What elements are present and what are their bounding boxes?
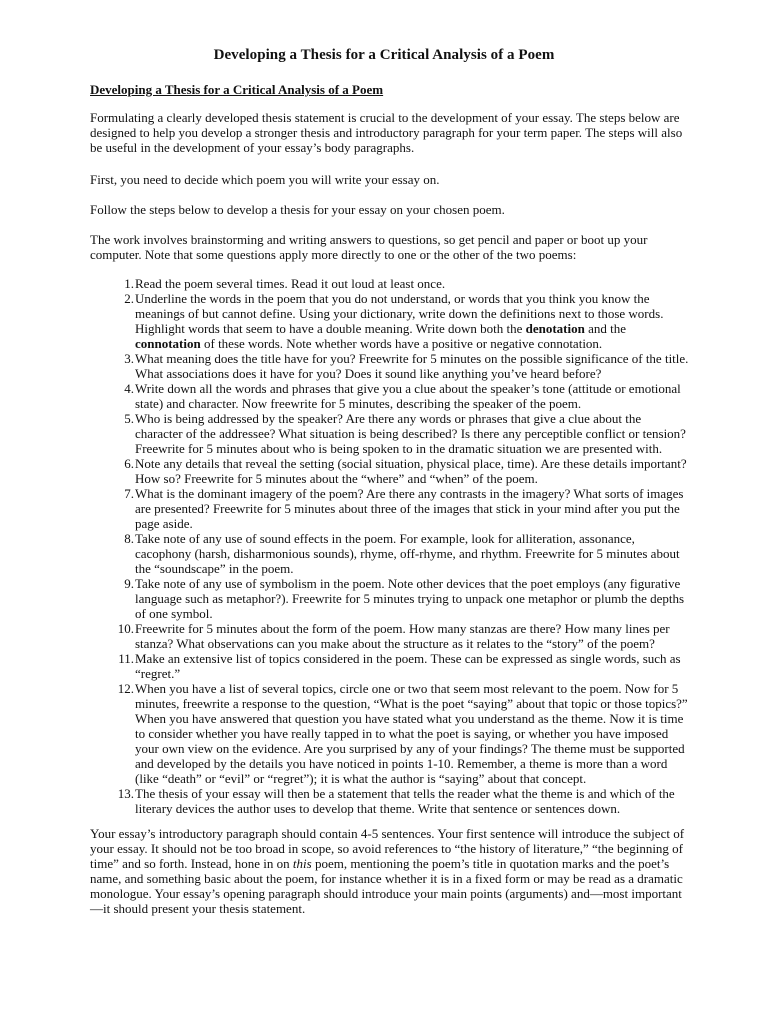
step-text: Freewrite for 5 minutes about the form of the poem. How many stanzas are there? How many lines per stanza? What observations can you make about the structure as it relates to the “story” of the poem? bbox=[135, 621, 670, 651]
step-item bbox=[90, 786, 690, 816]
document-title: Developing a Thesis for a Critical Analysis of a Poem bbox=[213, 47, 555, 63]
step-item bbox=[90, 621, 690, 651]
step-number: 1. bbox=[124, 276, 134, 291]
step-text: Take note of any use of symbolism in the poem. Note other devices that the poet employs (any figurative language such as metaphor?). Freewrite for 5 minutes trying to unpack one metaphor or plumb the depths of one symbol. bbox=[135, 576, 685, 621]
closing-text-part: poem, mentioning the poem’s title in quotation marks and the poet’s name, and something basic about the poem, for instance whether it is in a fixed form or may be read as a dramatic monologue. Your essay’s opening paragraph should introduce your main points (arguments) and—most important—it should present your thesis statement. bbox=[90, 856, 683, 916]
step-text: Read the poem several times. Read it out loud at least once. bbox=[135, 276, 446, 291]
step-text: Take note of any use of sound effects in the poem. For example, look for alliteration, assonance, cacophony (harsh, disharmonious sounds), rhyme, off-rhyme, and rhythm. Freewrite for 5 minutes about the “soundscape” in the poem. bbox=[135, 531, 680, 576]
step-number: 13. bbox=[117, 786, 134, 801]
step-text: Write down all the words and phrases that give you a clue about the speaker’s tone (attitude or emotional state) and character. Now freewrite for 5 minutes, describing the speaker of the poem. bbox=[135, 381, 681, 411]
step-text: When you have a list of several topics, circle one or two that seem most relevant to the poem. Now for 5 minutes, freewrite a response to the question, “What is the poet “saying” about that topic or those topics?” When you have answered that question you have stated what you understand as the theme. Now it is time to consider whether you have really tapped in to what the poet is saying, or whether you have imposed your own view on the evidence. Are you surprised by any of your findings? The theme must be supported and developed by the details you have noticed in points 1-10. Remember, a theme is more than a word (like “death” or “evil” or “regret”); it is what the author is “saying” about that concept. bbox=[135, 681, 688, 786]
work-paragraph: The work involves brainstorming and writing answers to questions, so get pencil and paper or boot up your computer. Note that some questions apply more directly to one or the other of the two poems: bbox=[90, 232, 648, 262]
step-text: The thesis of your essay will then be a statement that tells the reader what the theme is and which of the literary devices the author uses to develop that theme. Write that sentence or sentences down. bbox=[135, 786, 675, 816]
step-item bbox=[90, 411, 690, 456]
step-item bbox=[90, 291, 690, 351]
step-text-part: and the bbox=[584, 321, 626, 336]
step-text: Note any details that reveal the setting (social situation, physical place, time). Are these details important? How so? Freewrite for 5 minutes about the “where” and “when” of the poem. bbox=[135, 456, 687, 486]
step-text: What meaning does the title have for you? Freewrite for 5 minutes on the possible significance of the title. What associations does it have for you? Does it sound like anything you’ve heard before? bbox=[135, 351, 689, 381]
step-text-part: of these words. Note whether words have a positive or negative connotation. bbox=[200, 336, 603, 351]
closing-paragraph bbox=[90, 826, 690, 916]
step-item bbox=[90, 381, 690, 411]
step-number: 4. bbox=[124, 381, 134, 396]
step-text: What is the dominant imagery of the poem? Are there any contrasts in the imagery? What sorts of images are presented? Freewrite for 5 minutes about three of the images that stick in your mind after you put the page aside. bbox=[135, 486, 684, 531]
step-item bbox=[90, 456, 690, 486]
step-number: 3. bbox=[124, 351, 134, 366]
follow-steps-paragraph: Follow the steps below to develop a thesis for your essay on your chosen poem. bbox=[90, 202, 505, 217]
step-number: 7. bbox=[124, 486, 134, 501]
step-item bbox=[90, 276, 690, 291]
step-number: 10. bbox=[117, 621, 134, 636]
emphasis-word: this bbox=[292, 856, 312, 871]
step-item bbox=[90, 531, 690, 576]
section-heading: Developing a Thesis for a Critical Analysis of a Poem bbox=[90, 82, 384, 97]
step-item bbox=[90, 351, 690, 381]
denotation-term: denotation bbox=[525, 321, 585, 336]
intro-paragraph: Formulating a clearly developed thesis statement is crucial to the development of your essay. The steps below are designed to help you develop a stronger thesis and introductory paragraph for your term paper. The steps will also be useful in the development of your essay’s body paragraphs. bbox=[90, 110, 683, 155]
step-number: 2. bbox=[124, 291, 134, 306]
closing-text-part: Your essay’s introductory paragraph should contain 4-5 sentences. Your first sentence will introduce the subject of your essay. It should not be too broad in scope, so avoid references to “the history of literature,” “the beginning of time” and so forth. Instead, hone in on bbox=[90, 826, 685, 871]
step-number: 9. bbox=[124, 576, 134, 591]
choose-poem-paragraph: First, you need to decide which poem you will write your essay on. bbox=[90, 172, 440, 187]
step-text-part: Underline the words in the poem that you do not understand, or words that you think you know the meanings of but cannot define. Using your dictionary, write down the definitions next to those words. Highlight words that seem to have a double meaning. Write down both the bbox=[135, 291, 664, 336]
step-item bbox=[90, 651, 690, 681]
connotation-term: connotation bbox=[135, 336, 201, 351]
step-number: 5. bbox=[124, 411, 134, 426]
step-number: 12. bbox=[117, 681, 134, 696]
step-number: 11. bbox=[118, 651, 134, 666]
step-item bbox=[90, 681, 690, 786]
step-text: Make an extensive list of topics considered in the poem. These can be expressed as single words, such as “regret.” bbox=[135, 651, 681, 681]
step-text bbox=[135, 291, 690, 351]
step-item bbox=[90, 576, 690, 621]
step-number: 6. bbox=[124, 456, 134, 471]
steps-list bbox=[90, 276, 690, 816]
step-number: 8. bbox=[124, 531, 134, 546]
step-item bbox=[90, 486, 690, 531]
step-text: Who is being addressed by the speaker? Are there any words or phrases that give a clue about the character of the addressee? What situation is being described? Is there any perceptible conflict or tension? Freewrite for 5 minutes about who is being spoken to in the dramatic situation we are presented with. bbox=[135, 411, 686, 456]
